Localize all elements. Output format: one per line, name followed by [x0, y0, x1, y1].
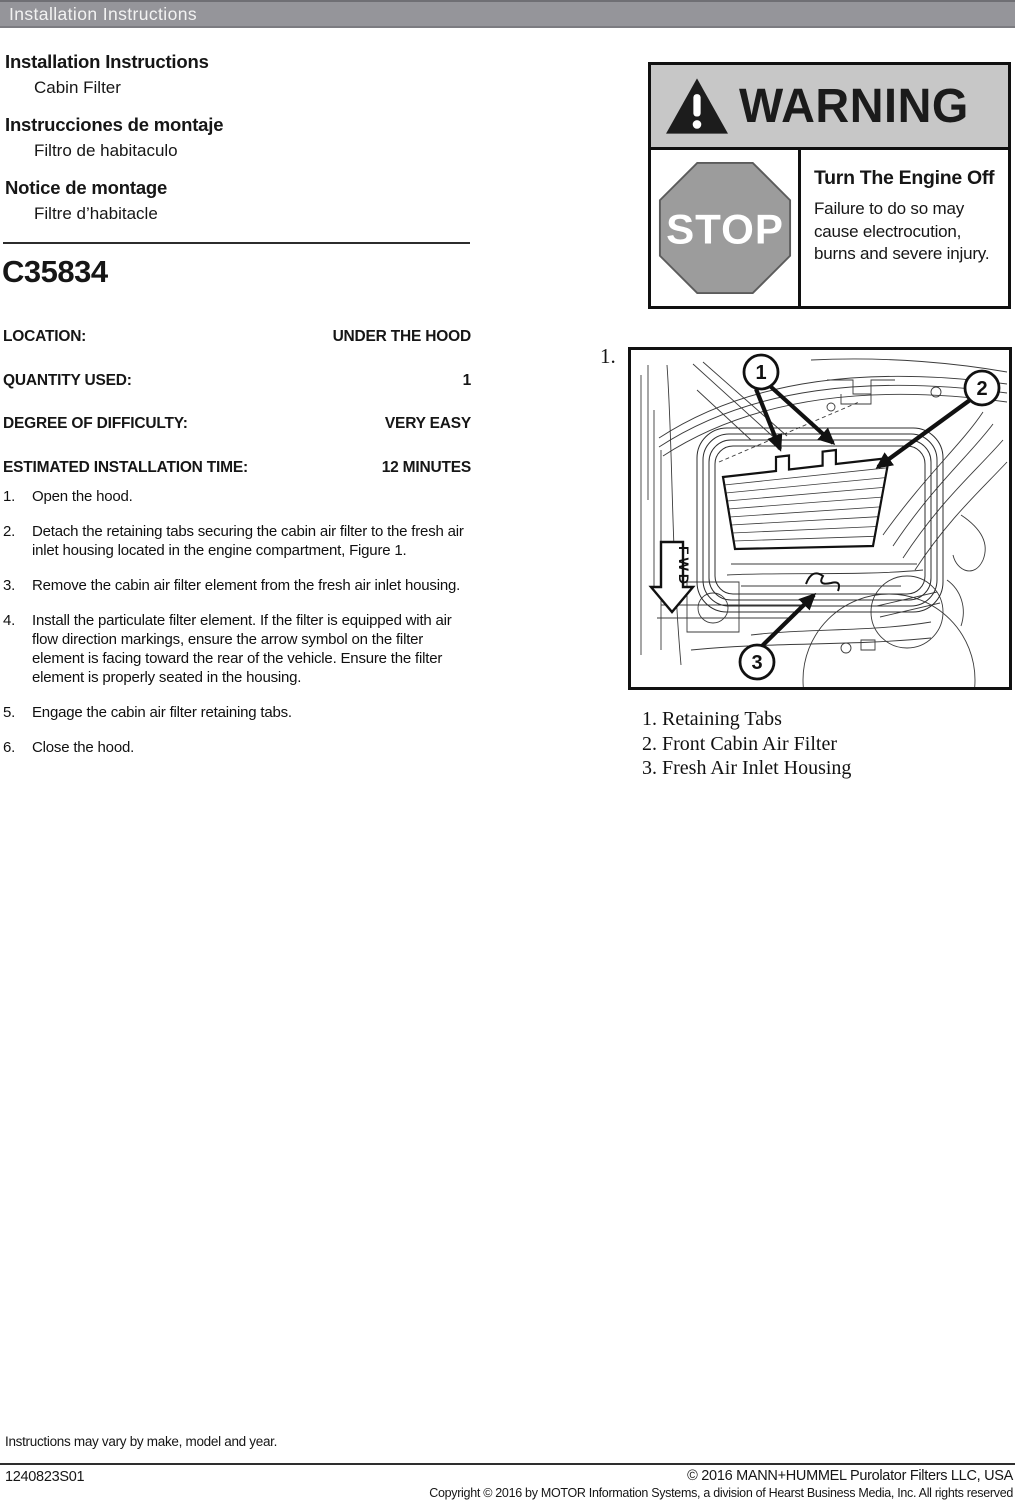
header-spanish — [5, 114, 475, 161]
retaining-hook — [806, 573, 839, 591]
variation-note: Instructions may vary by make, model and year. — [5, 1434, 278, 1449]
spec-value: UNDER THE HOOD — [332, 328, 471, 345]
stop-sign-icon — [658, 161, 792, 295]
step-number: 5. — [3, 704, 16, 721]
svg-text:1: 1 — [755, 362, 767, 384]
spec-table — [3, 328, 471, 502]
window-title-bar — [0, 0, 1015, 28]
spec-row-quantity — [3, 372, 471, 390]
warning-message: Failure to do so may cause electrocution, burns and severe injury. — [814, 199, 990, 263]
legend-item-2: 2. Front Cabin Air Filter — [642, 732, 837, 755]
spec-value: VERY EASY — [384, 415, 471, 432]
figure-frame — [628, 347, 1012, 690]
callout-arrows — [756, 386, 970, 646]
warning-header — [651, 65, 1008, 150]
spec-label: DEGREE OF DIFFICULTY: — [3, 415, 188, 432]
callout-2 — [965, 371, 999, 405]
step-number: 3. — [3, 577, 16, 594]
step-6 — [3, 738, 473, 757]
step-5 — [3, 703, 473, 722]
title-spanish: Instrucciones de montaje — [5, 114, 224, 135]
header-french — [5, 177, 475, 224]
subtitle-english: Cabin Filter — [34, 78, 121, 97]
callout-1 — [744, 355, 778, 389]
stop-word: STOP — [665, 205, 784, 253]
step-text: Remove the cabin air filter element from the fresh air inlet housing. — [32, 577, 461, 594]
step-number: 1. — [3, 488, 16, 505]
window-title: Installation Instructions — [9, 4, 198, 24]
section-divider — [3, 242, 470, 244]
header-english — [5, 51, 475, 98]
step-text: Close the hood. — [32, 739, 135, 756]
figure-legend — [642, 707, 851, 781]
copyright-line-2: Copyright © 2016 by MOTOR Information Systems, a division of Hearst Business Media, Inc. All rights reserved — [429, 1486, 1013, 1500]
instruction-steps — [3, 487, 473, 773]
warning-heading: Turn The Engine Off — [814, 167, 995, 189]
warning-word: WARNING — [739, 77, 969, 133]
step-number: 6. — [3, 739, 16, 756]
step-4 — [3, 611, 473, 687]
document-number: 1240823S01 — [5, 1469, 85, 1485]
engine-bay-lines — [641, 359, 1007, 687]
spec-label: QUANTITY USED: — [3, 371, 132, 389]
spec-value: 12 MINUTES — [381, 458, 471, 476]
figure-1-diagram — [631, 350, 1009, 687]
warning-box — [648, 62, 1011, 309]
warning-triangle-icon — [664, 77, 730, 135]
filter-pleats — [724, 468, 887, 541]
spec-row-time — [3, 459, 471, 477]
copyright-line-1: © 2016 MANN+HUMMEL Purolator Filters LLC, USA — [687, 1468, 1013, 1484]
subtitle-french: Filtre d’habitacle — [34, 204, 158, 223]
step-text: Open the hood. — [32, 488, 133, 505]
legend-item-1: 1. Retaining Tabs — [642, 708, 782, 730]
part-number: C35834 — [2, 254, 108, 289]
svg-text:3: 3 — [751, 652, 763, 674]
title-english: Installation Instructions — [5, 51, 209, 72]
step-text: Engage the cabin air filter retaining tabs. — [32, 704, 292, 721]
spec-label: ESTIMATED INSTALLATION TIME: — [3, 458, 248, 476]
spec-value: 1 — [462, 371, 471, 389]
fwd-label: FWD — [676, 546, 692, 584]
spec-row-location — [3, 328, 471, 346]
footer-divider — [0, 1463, 1015, 1465]
step-1 — [3, 487, 473, 506]
step-number: 4. — [3, 612, 16, 629]
stop-sign-cell — [651, 150, 801, 306]
step-text: Install the particulate filter element. If the filter is equipped with air flow direction markings, ensure the arrow symbol on the filter element is facing toward the rear of the vehicle. Ensure the filter element is properly seated in the housing. — [32, 612, 452, 686]
step-text: Detach the retaining tabs securing the cabin air filter to the fresh air inlet housing located in the engine compartment, Figure 1. — [32, 523, 464, 559]
title-french: Notice de montage — [5, 177, 168, 198]
legend-item-3: 3. Fresh Air Inlet Housing — [642, 757, 852, 779]
warning-body — [651, 150, 1008, 306]
callout-3 — [740, 645, 774, 679]
step-3 — [3, 576, 473, 595]
svg-text:2: 2 — [976, 378, 988, 400]
spec-label: LOCATION: — [3, 328, 87, 345]
warning-text-cell — [801, 150, 1008, 306]
step-2 — [3, 522, 473, 560]
subtitle-spanish: Filtro de habitaculo — [34, 141, 178, 160]
step-number: 2. — [3, 523, 16, 540]
figure-label: 1. — [600, 344, 616, 368]
spec-row-difficulty — [3, 415, 471, 433]
